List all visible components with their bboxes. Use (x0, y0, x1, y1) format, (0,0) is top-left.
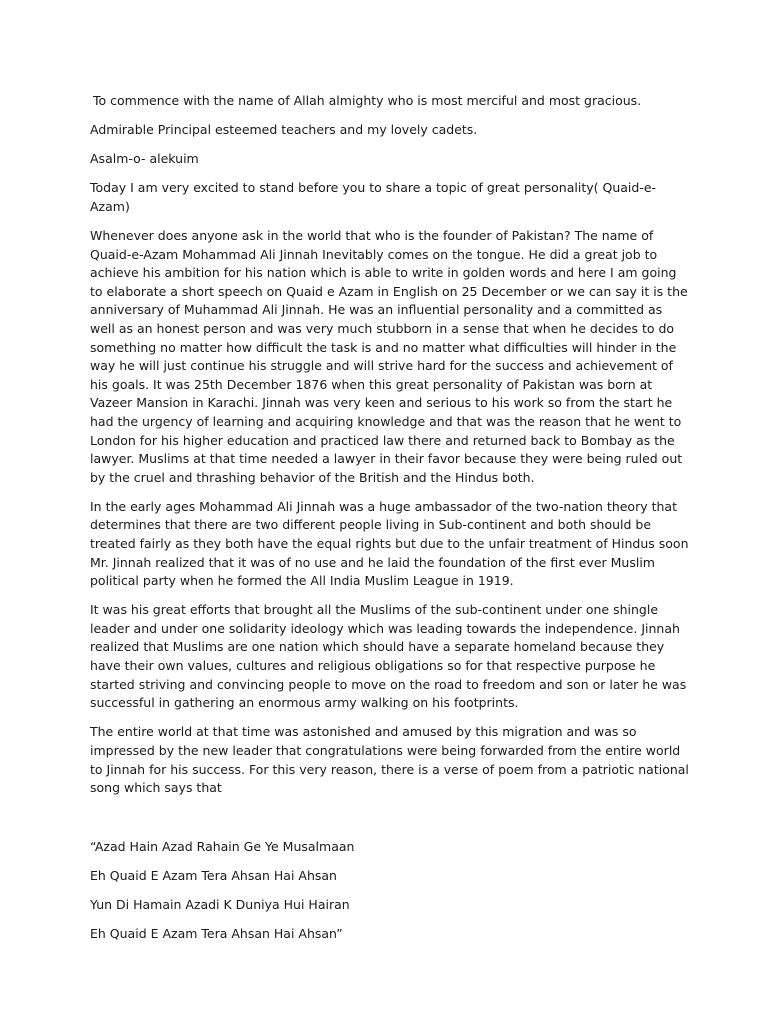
verse-line: Eh Quaid E Azam Tera Ahsan Hai Ahsan” (90, 926, 343, 942)
opening-line: To commence with the name of Allah almighty who is most merciful and most gracious. (93, 93, 642, 108)
verse-spacer (90, 808, 690, 838)
document-body (90, 92, 693, 955)
verse-line: Eh Quaid E Azam Tera Ahsan Hai Ahsan (90, 868, 337, 884)
body-paragraph-two-nation: In the early ages Mohammad Ali Jinnah was a huge ambassador of the two-nation theory that determines that there are two different people living in Sub-continent and both should be treated fairly as they both have the equal rights but due to the unfair treatment of Hindus soon Mr. Jinnah realized that it was of no use and he laid the foundation of the first ever Muslim political party when he formed the All India Muslim League in 1919. (90, 498, 693, 589)
introduction: Today I am very excited to stand before you to share a topic of great personality( Quaid-e-Azam) (90, 180, 657, 214)
body-paragraph-efforts: It was his great efforts that brought all the Muslims of the sub-continent under one shingle leader and under one solidarity ideology which was leading towards the independence. Jinnah realized that Muslims are one nation which should have a separate homeland because they have their own values, cultures and religious obligations so for that respective purpose he started striving and convincing people to move on the road to freedom and son or later he was successful in gathering an enormous army walking on his footprints. (90, 602, 691, 711)
body-paragraph-world: The entire world at that time was astonished and amused by this migration and was so impressed by the new leader that congratulations were being forwarded from the entire world to Jinnah for his success. For this very reason, there is a verse of poem from a patriotic national song which says that (90, 724, 693, 796)
body-paragraph-founder: Whenever does anyone ask in the world that who is the founder of Pakistan? The name of Quaid-e-Azam Mohammad Ali Jinnah Inevitably comes on the tongue. He did a great job to achieve his ambition for his nation which is able to write in golden words and here I am going to elaborate a short speech on Quaid e Azam in English on 25 December or we can say it is the anniversary of Muhammad Ali Jinnah. He was an influential personality and a committed as well as an honest person and was very much stubborn in a sense that when he decides to do something no matter how difficult the task is and no matter what difficulties will hinder in the way he will just continue his struggle and will strive hard for the success and achievement of his goals. It was 25th December 1876 when this great personality of Pakistan was born at Vazeer Mansion in Karachi. Jinnah was very keen and serious to his work so from the start he had the urgency of learning and acquiring knowledge and that was the reason that he went to London for his higher education and practiced law there and returned back to Bombay as the lawyer. Muslims at that time needed a lawyer in their favor because they were being ruled out by the cruel and thrashing behavior of the British and the Hindus both. (90, 227, 692, 485)
verse-line: Yun Di Hamain Azadi K Duniya Hui Hairan (90, 897, 350, 913)
greeting: Asalm-o- alekuim (90, 151, 199, 167)
salutation: Admirable Principal esteemed teachers and my lovely cadets. (90, 122, 478, 138)
verse-line: “Azad Hain Azad Rahain Ge Ye Musalmaan (90, 839, 355, 855)
